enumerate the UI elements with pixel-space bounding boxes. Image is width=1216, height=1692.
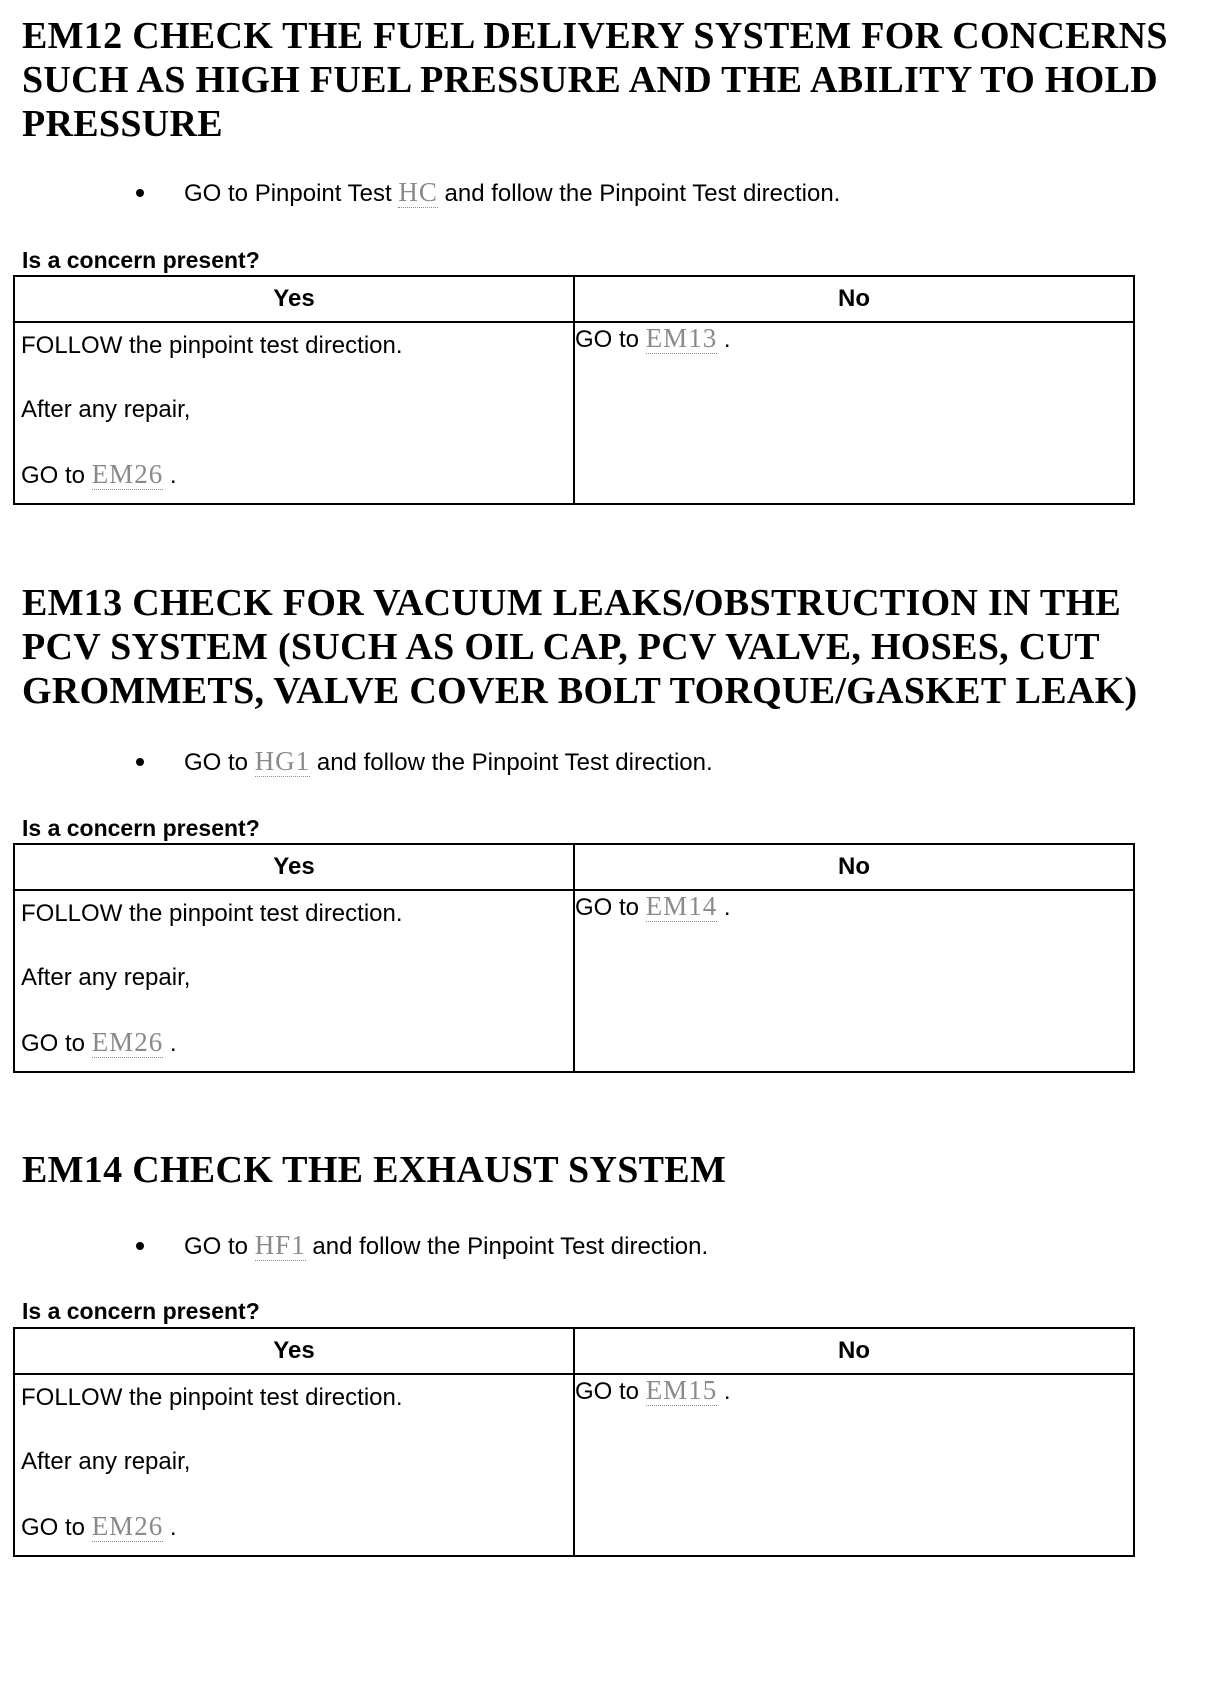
next-step-link[interactable]: EM13 xyxy=(645,323,718,353)
no-cell: GO to EM13 . xyxy=(574,322,1134,504)
em26-link[interactable]: EM26 xyxy=(91,459,164,489)
question-label: Is a concern present? xyxy=(22,815,260,841)
no-header: No xyxy=(574,276,1134,322)
yes-header: Yes xyxy=(14,844,574,890)
yes-line-after: After any repair, xyxy=(21,396,191,423)
result-table xyxy=(13,1327,1135,1557)
yes-line-goto: GO to EM26 . xyxy=(21,1511,177,1541)
section-title: EM13 CHECK FOR VACUUM LEAKS/OBSTRUCTION IN THE PCV SYSTEM (SUCH AS OIL CAP, PCV VALVE, HOSES, CUT GROMMETS, VALVE COVER BOLT TORQUE/GASKET LEAK) xyxy=(22,582,1138,712)
yes-line-after: After any repair, xyxy=(21,1448,191,1475)
result-table xyxy=(13,843,1135,1073)
yes-line-follow: FOLLOW the pinpoint test direction. xyxy=(21,1384,403,1411)
yes-line-follow: FOLLOW the pinpoint test direction. xyxy=(21,332,403,359)
question-label: Is a concern present? xyxy=(22,1298,260,1324)
step-instruction: GO to HG1 and follow the Pinpoint Test direction. xyxy=(136,746,713,778)
yes-cell xyxy=(14,1374,574,1556)
pinpoint-link[interactable]: HC xyxy=(398,177,438,207)
pinpoint-link[interactable]: HF1 xyxy=(254,1230,306,1260)
pinpoint-link[interactable]: HG1 xyxy=(254,746,311,776)
section-title: EM12 CHECK THE FUEL DELIVERY SYSTEM FOR CONCERNS SUCH AS HIGH FUEL PRESSURE AND THE ABILITY TO HOLD PRESSURE xyxy=(22,15,1168,145)
yes-header: Yes xyxy=(14,1328,574,1374)
step-instruction: GO to Pinpoint Test HC and follow the Pinpoint Test direction. xyxy=(136,177,840,209)
section-title: EM14 CHECK THE EXHAUST SYSTEM xyxy=(22,1149,727,1191)
no-cell: GO to EM15 . xyxy=(574,1374,1134,1556)
em26-link[interactable]: EM26 xyxy=(91,1027,164,1057)
yes-line-after: After any repair, xyxy=(21,964,191,991)
no-header: No xyxy=(574,1328,1134,1374)
yes-line-goto: GO to EM26 . xyxy=(21,1027,177,1057)
yes-cell xyxy=(14,322,574,504)
bullet-icon xyxy=(136,189,144,197)
step-instruction: GO to HF1 and follow the Pinpoint Test direction. xyxy=(136,1230,708,1262)
next-step-link[interactable]: EM14 xyxy=(645,891,718,921)
yes-line-follow: FOLLOW the pinpoint test direction. xyxy=(21,900,403,927)
yes-cell xyxy=(14,890,574,1072)
yes-header: Yes xyxy=(14,276,574,322)
result-table xyxy=(13,275,1135,505)
next-step-link[interactable]: EM15 xyxy=(645,1375,718,1405)
no-header: No xyxy=(574,844,1134,890)
bullet-icon xyxy=(136,1242,144,1250)
no-cell: GO to EM14 . xyxy=(574,890,1134,1072)
em26-link[interactable]: EM26 xyxy=(91,1511,164,1541)
bullet-icon xyxy=(136,758,144,766)
yes-line-goto: GO to EM26 . xyxy=(21,459,177,489)
question-label: Is a concern present? xyxy=(22,247,260,273)
